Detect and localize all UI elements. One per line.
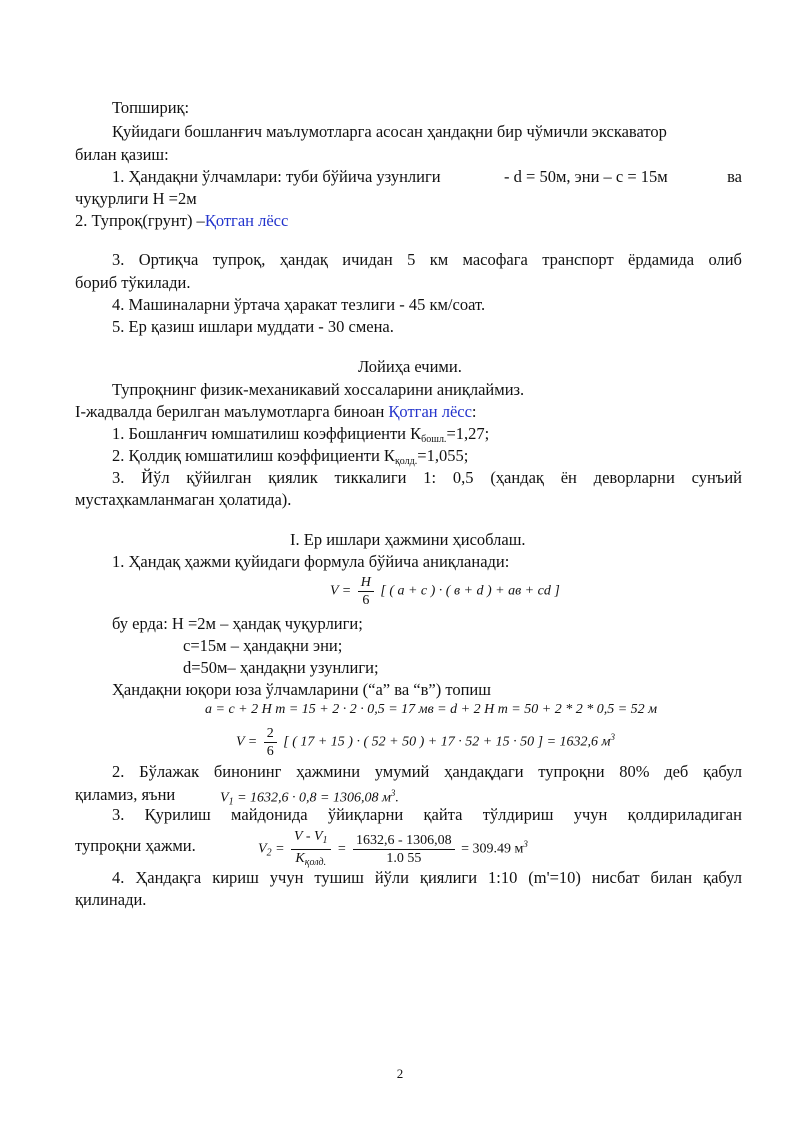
section-1-heading: I. Ер ишлари ҳажмини ҳисоблаш. bbox=[290, 530, 526, 549]
word: кириш bbox=[212, 868, 259, 887]
word: тупроқни bbox=[538, 762, 605, 781]
word: қабул bbox=[703, 868, 742, 887]
v1-sub: 1 bbox=[228, 796, 234, 808]
fraction bbox=[264, 725, 277, 760]
coef-1-text: 1. Бошланғич юмшатилиш коэффициенти К bbox=[112, 424, 422, 443]
word: деворларни bbox=[593, 468, 675, 487]
fraction-den: 6 bbox=[362, 593, 370, 608]
word: Қурилиш bbox=[144, 805, 211, 824]
word: Йўл bbox=[141, 468, 170, 487]
coef-2-text: 2. Қолдиқ юмшатилиш коэффициенти К bbox=[112, 446, 395, 465]
word: Ортиқча bbox=[138, 250, 199, 269]
word: ҳажмини bbox=[296, 762, 361, 781]
coef-1-value: =1,27; bbox=[446, 424, 490, 443]
item-2 bbox=[75, 211, 288, 231]
slope-line-1 bbox=[112, 468, 742, 488]
fraction bbox=[353, 832, 455, 867]
word: 0,5 bbox=[452, 468, 474, 487]
v1-end: . bbox=[395, 790, 399, 806]
coef-1-sub: бошл. bbox=[421, 434, 447, 445]
fraction-den: 6 bbox=[266, 743, 274, 759]
item-2-prefix: 2. Тупроқ(грунт) – bbox=[75, 211, 205, 230]
item-1-part: - d = 50м, эни – с = 15м bbox=[499, 167, 672, 186]
word: ҳандақ bbox=[279, 250, 328, 269]
item-1-part: 1. Ҳандақни ўлчамлари: туби бўйича узунлиги bbox=[112, 167, 445, 186]
word: учун bbox=[269, 868, 304, 887]
word: қайта bbox=[423, 805, 463, 824]
word: ҳандақдаги bbox=[444, 762, 524, 781]
word: транспорт bbox=[542, 250, 614, 269]
word: 5 bbox=[407, 250, 416, 269]
bulk-line-1 bbox=[112, 762, 742, 782]
volume-intro: 1. Ҳандақ ҳажми қуйидаги формула бўйича аниқланади: bbox=[112, 552, 510, 571]
where-line-2: с=15м – ҳандақни эни; bbox=[183, 636, 343, 655]
equals-sign: = bbox=[337, 841, 347, 857]
item-1-part: ва bbox=[727, 167, 742, 186]
word: тўлдириш bbox=[482, 805, 554, 824]
word: бинонинг bbox=[213, 762, 282, 781]
formula-a-b: a = c + 2 H m = 15 + 2 · 2 · 0,5 = 17 мв = d + 2 H m = 50 + 2 * 2 * 0,5 = 52 м bbox=[205, 702, 658, 717]
where-line-3: d=50м– ҳандақни узунлиги; bbox=[183, 658, 379, 677]
item-1-line-1 bbox=[112, 167, 742, 187]
word: деб bbox=[664, 762, 689, 781]
num-text: V - V bbox=[294, 828, 323, 844]
word: тупроқ, bbox=[212, 250, 266, 269]
superscript: 3 bbox=[523, 839, 528, 849]
item-4: 4. Машиналарни ўртача ҳаракат тезлиги - 45 км/соат. bbox=[112, 295, 486, 314]
formula-lhs: V = bbox=[236, 734, 258, 750]
formula-volume bbox=[330, 574, 560, 609]
word: умумий bbox=[374, 762, 430, 781]
table-ref bbox=[75, 402, 477, 422]
page-number: 2 bbox=[396, 1066, 404, 1081]
item-3-line-2: бориб тўкилади. bbox=[75, 273, 191, 292]
word: сунъий bbox=[691, 468, 742, 487]
word: 1:10 bbox=[487, 868, 518, 887]
v1-symbol: V bbox=[220, 790, 229, 806]
word: билан bbox=[650, 868, 693, 887]
top-dims-intro: Ҳандақни юқори юза ўлчамларини (“а” ва “в”) топиш bbox=[112, 680, 491, 699]
word: йўли bbox=[374, 868, 409, 887]
where-line-1: бу ерда: Н =2м – ҳандақ чуқурлиги; bbox=[112, 614, 363, 633]
word: км bbox=[429, 250, 449, 269]
v2-symbol: V bbox=[258, 841, 267, 857]
word: қолдириладиган bbox=[627, 805, 742, 824]
v2-sub: 2 bbox=[266, 847, 272, 859]
word: тушиш bbox=[314, 868, 364, 887]
fraction bbox=[291, 828, 331, 871]
formula-rhs: [ ( a + c ) · ( в + d ) + aв + cd ] bbox=[380, 583, 560, 599]
solution-heading: Лойиҳа ечими. bbox=[358, 357, 462, 376]
props-intro: Тупроқнинг физик-механикавий хоссаларини аниқлаймиз. bbox=[112, 380, 525, 399]
item-1-line-2: чуқурлиги Н =2м bbox=[75, 189, 197, 208]
refill-line-1 bbox=[112, 805, 742, 825]
item-3-line-1 bbox=[112, 250, 742, 270]
fraction-num: 1632,6 - 1306,08 bbox=[353, 832, 455, 850]
word: ўйиқларни bbox=[327, 805, 404, 824]
word: майдонида bbox=[231, 805, 308, 824]
word: (ҳандақ bbox=[490, 468, 544, 487]
word: қиялиги bbox=[419, 868, 478, 887]
word: 2. bbox=[112, 762, 125, 781]
word: 80% bbox=[619, 762, 650, 781]
word: (m'=10) bbox=[528, 868, 581, 887]
fraction-den: 1.0 55 bbox=[386, 850, 422, 866]
formula-v2 bbox=[258, 824, 528, 874]
fraction-num: 2 bbox=[264, 725, 277, 743]
word: 3. bbox=[112, 250, 125, 269]
word: масофага bbox=[462, 250, 528, 269]
word: учун bbox=[573, 805, 608, 824]
word: 1: bbox=[423, 468, 437, 487]
word: 4. bbox=[112, 868, 125, 887]
word: тиккалиги bbox=[334, 468, 407, 487]
v2-result: = 309.49 м bbox=[461, 841, 524, 857]
fraction-num bbox=[291, 828, 331, 850]
word: 3. bbox=[112, 805, 125, 824]
intro-line-2: билан қазиш: bbox=[75, 145, 169, 164]
table-ref-prefix: I-жадвалда берилган маълумотларга биноан bbox=[75, 402, 389, 421]
word: Ҳандақга bbox=[135, 868, 202, 887]
formula-volume-calc bbox=[236, 720, 615, 760]
table-ref-suffix: : bbox=[471, 402, 477, 421]
word: қабул bbox=[703, 762, 742, 781]
den-text: K bbox=[295, 850, 305, 866]
word: қўйилган bbox=[186, 468, 252, 487]
v1-expression: = 1632,6 · 0,8 = 1306,08 м bbox=[233, 790, 391, 806]
superscript: 3 bbox=[390, 788, 396, 798]
table-ref-soil: Қотган лёсс bbox=[388, 402, 472, 421]
coef-2-value: =1,055; bbox=[417, 446, 469, 465]
ramp-line-2: қилинади. bbox=[75, 890, 147, 909]
soil-type-link: Қотган лёсс bbox=[204, 211, 289, 230]
superscript: 3 bbox=[610, 732, 615, 742]
word: олиб bbox=[708, 250, 742, 269]
formula-rhs: [ ( 17 + 15 ) · ( 52 + 50 ) + 17 · 52 + 15 · 50 ] = 1632,6 м bbox=[283, 734, 611, 750]
word: Бўлажак bbox=[139, 762, 200, 781]
slope-line-2: мустаҳкамланмаган ҳолатида). bbox=[75, 490, 292, 509]
formula-lhs: V = bbox=[330, 583, 352, 599]
refill-line-2: тупроқни ҳажми. bbox=[75, 836, 196, 855]
word: нисбат bbox=[591, 868, 640, 887]
word: ичидан bbox=[342, 250, 393, 269]
item-5: 5. Ер қазиш ишлари муддати - 30 смена. bbox=[112, 317, 394, 336]
den-sub: қолд. bbox=[304, 856, 327, 868]
num-sub: 1 bbox=[322, 834, 328, 846]
word: 3. bbox=[112, 468, 125, 487]
coef-2-sub: қолд. bbox=[394, 456, 418, 467]
equals-sign: = bbox=[275, 841, 285, 857]
fraction-num: H bbox=[358, 574, 374, 592]
word: ёрдамида bbox=[628, 250, 695, 269]
bulk-line-2: қиламиз, яъни bbox=[75, 785, 176, 804]
word: ён bbox=[560, 468, 577, 487]
word: қиялик bbox=[268, 468, 318, 487]
ramp-line-1 bbox=[112, 868, 742, 888]
fraction bbox=[358, 574, 374, 609]
task-heading: Топшириқ: bbox=[112, 98, 190, 117]
intro-line-1: Қуйидаги бошланғич маълумотларга асосан ҳандақни бир чўмичли экскаватор bbox=[112, 122, 667, 141]
